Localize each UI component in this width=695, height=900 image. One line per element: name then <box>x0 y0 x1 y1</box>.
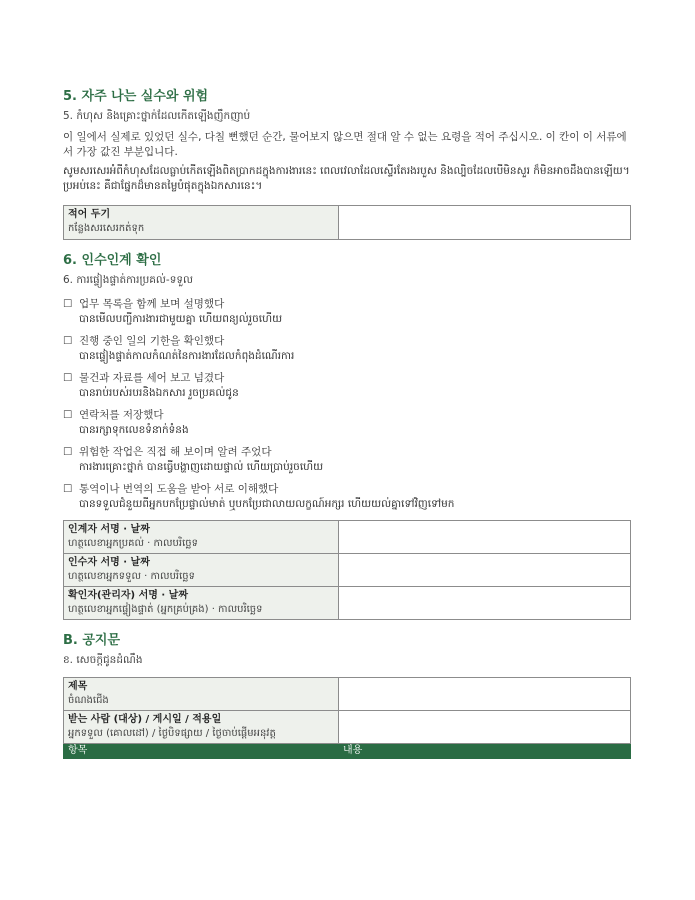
section-5-paragraph-ko: 이 일에서 실제로 있었던 실수, 다칠 뻔했던 순간, 물어보지 않으면 절대 알 수 없는 요령을 적어 주십시오. 이 칸이 이 서류에서 가장 값진 부분입니다. <box>63 131 627 158</box>
signature-label-ko: 확인자(관리자) 서명 · 날짜 <box>68 590 188 601</box>
checklist-item-km: បានរាប់របស់របរនិងឯកសារ រួចប្រគល់ជូន <box>79 387 239 399</box>
checkbox-icon[interactable]: ☐ <box>63 335 73 347</box>
signature-label-cell <box>64 521 339 554</box>
notes-label-km: កន្លែងសរសេរកត់ទុក <box>68 223 145 234</box>
section-6-title: 6. 인수인계 확인 <box>63 253 162 268</box>
checklist-item-ko: 연락처를 저장했다 <box>79 409 164 421</box>
notice-row <box>64 678 631 711</box>
notice-label-cell <box>64 711 339 744</box>
signature-label-ko: 인계자 서명 · 날짜 <box>68 524 150 535</box>
checklist-item-km: បានមើលបញ្ជីការងារជាមួយគ្នា ហើយពន្យល់រួចហើយ <box>79 313 283 325</box>
checklist-item-km: បានរក្សាទុកលេខទំនាក់ទំនង <box>79 424 189 436</box>
checkbox-icon[interactable]: ☐ <box>63 446 73 458</box>
checklist-item[interactable] <box>63 371 631 401</box>
checkbox-icon[interactable]: ☐ <box>63 372 73 384</box>
header-item: 항목 <box>64 744 339 759</box>
checkbox-icon[interactable]: ☐ <box>63 483 73 495</box>
header-content: 내용 <box>338 744 630 759</box>
signature-input-cell[interactable] <box>338 554 630 587</box>
signature-label-cell <box>64 554 339 587</box>
checklist-item[interactable] <box>63 445 631 475</box>
checklist-item[interactable] <box>63 334 631 364</box>
checklist-item-km: បានផ្ទៀងផ្ទាត់កាលកំណត់នៃការងារដែលកំពុងដំណើរការ <box>79 350 295 362</box>
notice-label-km: អ្នកទទួល (គោលដៅ) / ថ្ងៃបិទផ្សាយ / ថ្ងៃចាប់ផ្តើមអនុវត្ត <box>68 728 276 739</box>
section-5-title: 5. 자주 나는 실수와 위험 <box>63 89 209 104</box>
section-5-paragraph-km: សូមសរសេរអំពីកំហុសដែលធ្លាប់កើតឡើងពិតប្រាកដក្នុងការងារនេះ ពេលវេលាដែលស្ទើរតែរងរបួស និងល្បិចដែលបើមិនសួរ ក៏មិនអាចដឹងបានឡើយ។ ប្រអប់នេះ គឺជាផ្នែកដ៏មានតម្លៃបំផុតក្នុងឯកសារនេះ។ <box>63 165 630 192</box>
checklist-item-ko: 위험한 작업은 직접 해 보이며 알려 주었다 <box>79 446 272 458</box>
section-b-title: B. 공지문 <box>63 633 121 648</box>
notice-label-cell <box>64 678 339 711</box>
signature-row <box>64 587 631 620</box>
notes-row <box>64 206 631 240</box>
signature-input-cell[interactable] <box>338 521 630 554</box>
notice-label-km: ចំណងជើង <box>68 695 109 706</box>
checklist-item-km: ការងារគ្រោះថ្នាក់ បានធ្វើបង្ហាញដោយផ្ទាល់ ហើយប្រាប់រួចហើយ <box>79 461 324 473</box>
signature-label-km: ហត្ថលេខាអ្នកទទួល · កាលបរិច្ឆេទ <box>68 571 195 582</box>
signature-label-cell <box>64 587 339 620</box>
checklist-item[interactable] <box>63 297 631 327</box>
checkbox-icon[interactable]: ☐ <box>63 298 73 310</box>
notice-table <box>63 677 631 759</box>
notice-row <box>64 711 631 744</box>
handover-checklist <box>63 297 631 512</box>
notice-label-ko: 받는 사람 (대상) / 게시일 / 적용일 <box>68 714 222 725</box>
notes-table <box>63 205 631 240</box>
section-6-subtitle: 6. ការផ្ទៀងផ្ទាត់ការប្រគល់-ទទួល <box>63 274 194 286</box>
notice-input-cell[interactable] <box>338 678 630 711</box>
section-b-subtitle: ខ. សេចក្តីជូនដំណឹង <box>63 654 143 666</box>
signature-label-km: ហត្ថលេខាអ្នកប្រគល់ · កាលបរិច្ឆេទ <box>68 538 198 549</box>
signature-row <box>64 521 631 554</box>
checkbox-icon[interactable]: ☐ <box>63 409 73 421</box>
notice-label-ko: 제목 <box>68 681 88 692</box>
signature-table <box>63 520 631 620</box>
checklist-item-km: បានទទួលជំនួយពីអ្នកបកប្រែផ្ទាល់មាត់ ឬបកប្រែជាលាយលក្ខណ៍អក្សរ ហើយយល់គ្នាទៅវិញទៅមក <box>79 498 455 510</box>
section-5-subtitle: 5. កំហុស និងគ្រោះថ្នាក់ដែលកើតឡើងញឹកញាប់ <box>63 110 251 122</box>
notice-input-cell[interactable] <box>338 711 630 744</box>
signature-input-cell[interactable] <box>338 587 630 620</box>
notes-input-cell[interactable] <box>338 206 630 240</box>
checklist-item-ko: 진행 중인 일의 기한을 확인했다 <box>79 335 225 347</box>
notes-label-ko: 적어 두기 <box>68 209 111 220</box>
signature-label-ko: 인수자 서명 · 날짜 <box>68 557 150 568</box>
notice-header-row <box>64 744 631 759</box>
page-content <box>63 88 631 759</box>
signature-label-km: ហត្ថលេខាអ្នកផ្ទៀងផ្ទាត់ (អ្នកគ្រប់គ្រង) · កាលបរិច្ឆេទ <box>68 604 263 615</box>
checklist-item-ko: 통역이나 번역의 도움을 받아 서로 이해했다 <box>79 483 279 495</box>
checklist-item-ko: 물건과 자료를 세어 보고 넘겼다 <box>79 372 225 384</box>
checklist-item-ko: 업무 목록을 함께 보며 설명했다 <box>79 298 225 310</box>
checklist-item[interactable] <box>63 482 631 512</box>
signature-row <box>64 554 631 587</box>
notes-label-cell <box>64 206 339 240</box>
checklist-item[interactable] <box>63 408 631 438</box>
